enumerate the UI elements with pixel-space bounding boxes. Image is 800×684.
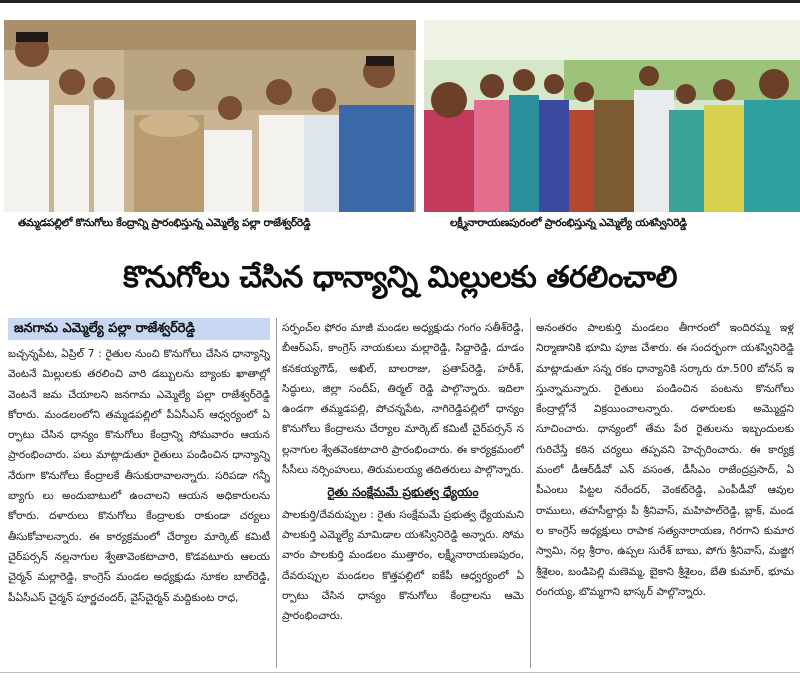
inner-heading: రైతు సంక్షేమమే ప్రభుత్వ ధ్యేయం [327,485,479,500]
column-2-text-top: సర్పంచ్‌ల ఫోరం మాజీ మండల అధ్యక్షుడు గంగం సతీశ్‌రెడ్డి, బీఆర్ఎస్, కాంగ్రెస్ నాయకులు మల్లారెడ్డి, సిద్దారెడ్డి, దూడం కనకయ్యగౌడ్, అఖిల్, బాలరాజు, ప్రతాప్‌రెడ్డి, హరీశ్, సిద్ధులు, జిల్లా సందీప్, తిర్మల్ రెడ్డి పాల్గొన్నారు. ఇదిలా ఉండగా తమ్మడపల్లి, పోచన్నపేట, నాగిరెడ్డిపల్లిలో ధాన్యం కొనుగోలు కేంద్రాలను చేర్యాల మార్కెట్ కమిటీ చైర్‌పర్సన్ నల్లనాగుల శ్వేతవెంకటాచారి ప్రారంభించారు. ఈ కార్యక్రమంలో సీసీలు నర్సింహులు, తిరుమలయ్య తదితరులు పాల్గొన్నారు. [282,322,524,477]
photo-right [424,20,800,212]
photo-right-caption: లక్ష్మీనారాయణపురంలో ప్రారంభిస్తున్న ఎమ్మెల్యే యశస్వినిరెడ్డి [450,217,687,229]
bottom-rule [0,672,800,673]
column-divider-2 [530,318,531,668]
column-divider-1 [276,318,277,668]
column-2-text-bottom: పాలకుర్తి/దేవరుప్పుల : రైతు సంక్షేమమే ప్రభుత్వ ధ్యేయమని పాలకుర్తి ఎమ్మెల్యే మామిడాల యశస్వినిరెడ్డి అన్నారు. సోమవారం పాలకుర్తి మండలం ముత్తారం, లక్ష్మీనారాయణపురం, దేవరుప్పుల మండలం కొత్తపల్లిలో ఐకేపీ ఆధ్వర్యంలో ఏర్పాటు చేసిన ధాన్యం కొనుగోలు కేంద్రాలను ఆమె ప్రారంభించారు. [282,508,524,623]
column-1 [8,344,270,670]
subhead: జనగామ ఎమ్మెల్యే పల్లా రాజేశ్వర్‌రెడ్డి [8,318,270,340]
photo-left-caption: తమ్మడపల్లిలో కొనుగోలు కేంద్రాన్ని ప్రారంభిస్తున్న ఎమ్మెల్యే పల్లా రాజేశ్వర్‌రెడ్డి [18,217,311,229]
headline: కొనుగోలు చేసిన ధాన్యాన్ని మిల్లులకు తరలించాలి [123,260,677,295]
column-3 [536,318,794,670]
column-1-text: బచ్చన్నపేట, ఏప్రిల్ 7 : రైతుల నుంచి కొనుగోలు చేసిన ధాన్యాన్ని వెంటనే మిల్లులకు తరలించి వారి డబ్బులను బ్యాంకు ఖాతాల్లో వెంటనే జమ చేయాలని జనగామ ఎమ్మెల్యే పల్లా రాజేశ్వర్‌రెడ్డి కోరారు. మండలంలోని తమ్మడపల్లిలో పీఏసీఎస్ ఆధ్వర్యంలో ఏర్పాటు చేసిన ధాన్యం కొనుగోలు కేంద్రాన్ని సోమవారం ఆయన ప్రారంభించారు. పలు మాట్లాడుతూ రైతులు పండించిన ధాన్యాన్ని నేరుగా కొనుగోలు కేంద్రాలకే తీసుకురావాలన్నారు. సరిపడా గన్నీ బ్యాగు లు అందుబాటులో ఉంచాలని ఆయన అధికారులను కోరారు. దళారులు కొనుగోలు కేంద్రాలకు రాకుండా చర్యలు తీసుకోవాలన్నారు. ఈ కార్యక్రమంలో చేర్యాల మార్కెట్ కమిటీ చైర్‌పర్సన్ నల్లనాగుల శ్వేతావెంకటాచారి, కొడవటూరు ఆలయ చైర్మన్ మల్లారెడ్డి, కాంగ్రెస్ మండల అధ్యక్షుడు నూకల బాల్‌రెడ్డి, పీఏసీఎస్ చైర్మన్ పూర్ణచందర్, వైస్‌చైర్మన్ మద్దికుంట రాధ, [8,348,270,604]
column-2 [282,318,524,670]
photo-left [4,20,416,212]
column-3-text: అనంతరం పాలకుర్తి మండలం తీగారంలో ఇందిరమ్మ ఇళ్ల నిర్మాణానికి భూమి పూజ చేశారు. ఈ సందర్భంగా యశస్వినిరెడ్డి మాట్లాడుతూ సన్న రకం ధాన్యానికి సర్కారు రూ.500 బోనస్ ఇస్తున్నామన్నారు. రైతులు పండించిన పంటను కొనుగోలు కేంద్రాల్లోనే విక్రయించాలన్నారు. దళారులకు అమ్మొద్దని సూచించారు. ధాన్యంలో తేమ పేర రైతులను ఇబ్బందులకు గురిచేస్తే కఠిన చర్యలు తప్పవని హెచ్చరించారు. ఈ కార్యక్రమంలో డీఆర్‌డీవో ఎన్ వసంత, డీసీఎం రాజేంద్రప్రసాద్, ఏపీఎంలు పిట్టల నరేందర్, వెంకట్‌రెడ్డి, ఎంపీడీవో ఆవుల రాములు, తహసీల్దార్లు పీ శ్రీనివాస్, మహిపాల్‌రెడ్డి, బ్లాక్, మండల కాంగ్రెస్ అధ్యక్షులు రాపాక సత్యనారాయణ, గిరగాని కుమారస్వామి, నల్ల శ్రీరాం, ఉప్పల సురేశ్ బాబు, పోగు శ్రీనివాస్, మజ్జిగ శ్రీశైలం, బండిపెల్లి మణెమ్మ, బైకాని శ్రీశైలం, బేతి కుమార్, భూమ రంగయ్య, బొమ్మగాని భాస్కర్ పాల్గొన్నారు. [536,322,794,598]
top-rule [0,0,800,3]
